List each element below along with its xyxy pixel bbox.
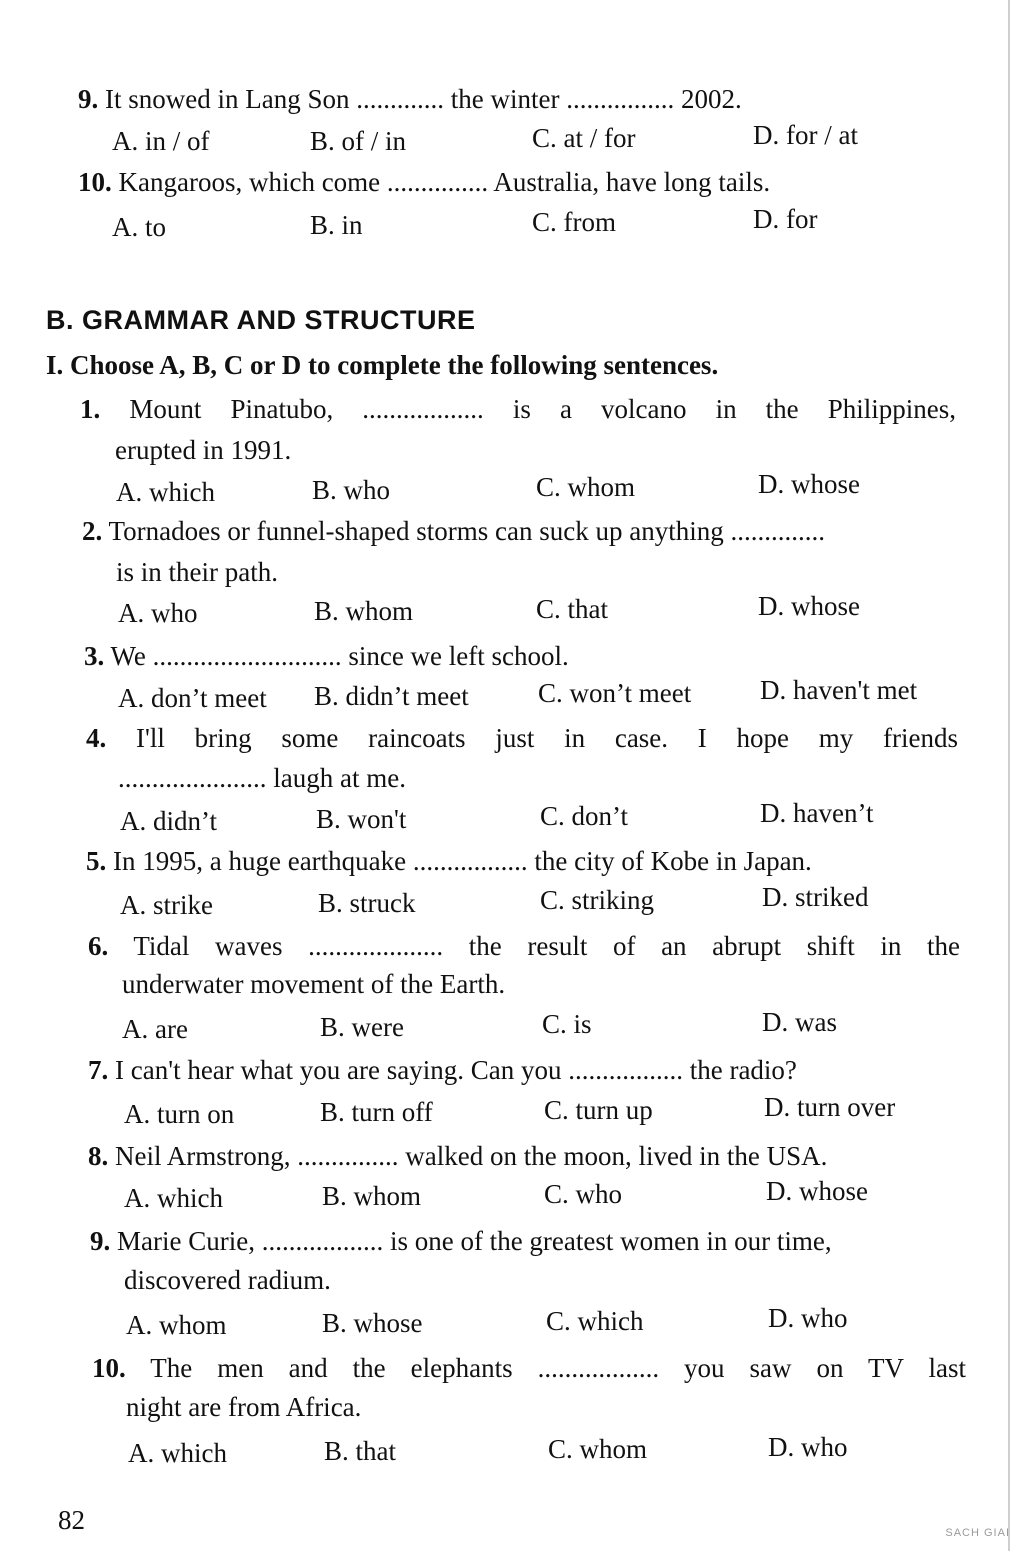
- question-text: Tidal waves .................... the result of an abrupt shift in the: [133, 931, 960, 961]
- question-text: Neil Armstrong, ............... walked on the moon, lived in the USA.: [115, 1141, 828, 1171]
- question-2: [82, 515, 825, 547]
- option-b: B. were: [320, 1012, 404, 1042]
- question-7: [88, 1054, 797, 1086]
- question-number: 10.: [92, 1353, 126, 1383]
- option-d: D. striked: [762, 882, 869, 912]
- option-d: D. who: [768, 1303, 848, 1333]
- question-9: [90, 1225, 832, 1257]
- option-d: D. was: [762, 1007, 837, 1037]
- option-a: A. in / of: [112, 126, 210, 156]
- option-d: D. for: [753, 204, 818, 234]
- option-a: A. don’t meet: [118, 683, 267, 713]
- option-a: A. who: [118, 598, 198, 628]
- question-number: 4.: [86, 723, 107, 753]
- page-number: 82: [58, 1505, 85, 1535]
- question-text-continued: erupted in 1991.: [115, 435, 292, 465]
- question-text: I can't hear what you are saying. Can you ................. the radio?: [115, 1055, 797, 1085]
- watermark-logo: SACH GIAI: [945, 1527, 1010, 1539]
- option-c: C. at / for: [532, 123, 636, 153]
- option-b: B. of / in: [310, 126, 407, 156]
- option-c: C. which: [546, 1306, 644, 1336]
- option-b: B. struck: [318, 888, 416, 918]
- option-a: A. turn on: [124, 1099, 235, 1129]
- question-4: [86, 722, 958, 754]
- question-number: 3.: [84, 641, 105, 671]
- page-edge-divider: [1008, 0, 1010, 1551]
- option-b: B. turn off: [320, 1097, 433, 1127]
- option-c: C. won’t meet: [538, 678, 692, 708]
- option-b: B. whom: [322, 1181, 422, 1211]
- question-text: I'll bring some raincoats just in case. I hope my friends: [136, 723, 958, 753]
- option-b: B. whose: [322, 1308, 423, 1338]
- question-text: In 1995, a huge earthquake ................. the city of Kobe in Japan.: [113, 846, 812, 876]
- option-a: A. are: [122, 1014, 188, 1044]
- question-text: Marie Curie, .................. is one of the greatest women in our time,: [117, 1226, 832, 1256]
- option-d: D. who: [768, 1432, 848, 1462]
- option-b: B. didn’t meet: [314, 681, 469, 711]
- question-number: 9.: [78, 84, 99, 114]
- option-c: C. from: [532, 207, 616, 237]
- option-d: D. haven't met: [760, 675, 918, 705]
- option-d: D. whose: [758, 591, 860, 621]
- question-number: 9.: [90, 1226, 111, 1256]
- option-b: B. whom: [314, 596, 414, 626]
- option-a: A. which: [124, 1183, 223, 1213]
- question-number: 2.: [82, 516, 103, 546]
- question-1: [80, 393, 956, 425]
- prev-question-10: [78, 166, 770, 198]
- option-a: A. didn’t: [120, 806, 218, 836]
- option-c: C. whom: [548, 1434, 648, 1464]
- section-title: B. GRAMMAR AND STRUCTURE: [46, 305, 476, 335]
- question-text: The men and the elephants .................. you saw on TV last: [150, 1353, 966, 1383]
- question-text: Kangaroos, which come ............... Australia, have long tails.: [118, 167, 771, 197]
- question-text: Mount Pinatubo, .................. is a volcano in the Philippines,: [129, 394, 956, 424]
- option-b: B. won't: [316, 804, 407, 834]
- question-text: We ............................ since we left school.: [110, 641, 569, 671]
- question-number: 10.: [78, 167, 112, 197]
- option-b: B. who: [312, 475, 391, 505]
- option-d: D. haven’t: [760, 798, 874, 828]
- option-a: A. which: [116, 477, 215, 507]
- option-a: A. strike: [120, 890, 213, 920]
- option-d: D. whose: [758, 469, 860, 499]
- option-c: C. don’t: [540, 801, 629, 831]
- question-text: Tornadoes or funnel-shaped storms can suck up anything ..............: [108, 516, 825, 546]
- question-5: [86, 845, 812, 877]
- option-c: C. that: [536, 594, 608, 624]
- option-a: A. to: [112, 212, 166, 242]
- question-number: 5.: [86, 846, 107, 876]
- prev-question-9: [78, 83, 742, 115]
- question-3: [84, 640, 569, 672]
- question-number: 1.: [80, 394, 101, 424]
- question-text-continued: night are from Africa.: [126, 1392, 362, 1422]
- option-c: C. is: [542, 1009, 592, 1039]
- question-number: 7.: [88, 1055, 109, 1085]
- option-a: A. whom: [126, 1310, 227, 1340]
- question-8: [88, 1140, 827, 1172]
- option-b: B. that: [324, 1436, 396, 1466]
- question-text: It snowed in Lang Son ............. the winter ................ 2002.: [105, 84, 742, 114]
- instruction: I. Choose A, B, C or D to complete the following sentences.: [46, 350, 719, 380]
- question-text-continued: underwater movement of the Earth.: [122, 969, 506, 999]
- option-c: C. whom: [536, 472, 636, 502]
- question-text-continued: discovered radium.: [124, 1265, 331, 1295]
- question-text-continued: ...................... laugh at me.: [118, 763, 406, 793]
- option-c: C. striking: [540, 885, 655, 915]
- option-a: A. which: [128, 1438, 227, 1468]
- question-10: [92, 1352, 966, 1384]
- question-text-continued: is in their path.: [116, 557, 278, 587]
- question-number: 8.: [88, 1141, 109, 1171]
- question-number: 6.: [88, 931, 109, 961]
- option-d: D. turn over: [764, 1092, 896, 1122]
- option-c: C. turn up: [544, 1095, 653, 1125]
- question-6: [88, 930, 960, 962]
- option-d: D. whose: [766, 1176, 868, 1206]
- option-c: C. who: [544, 1179, 623, 1209]
- option-d: D. for / at: [753, 120, 858, 150]
- option-b: B. in: [310, 210, 363, 240]
